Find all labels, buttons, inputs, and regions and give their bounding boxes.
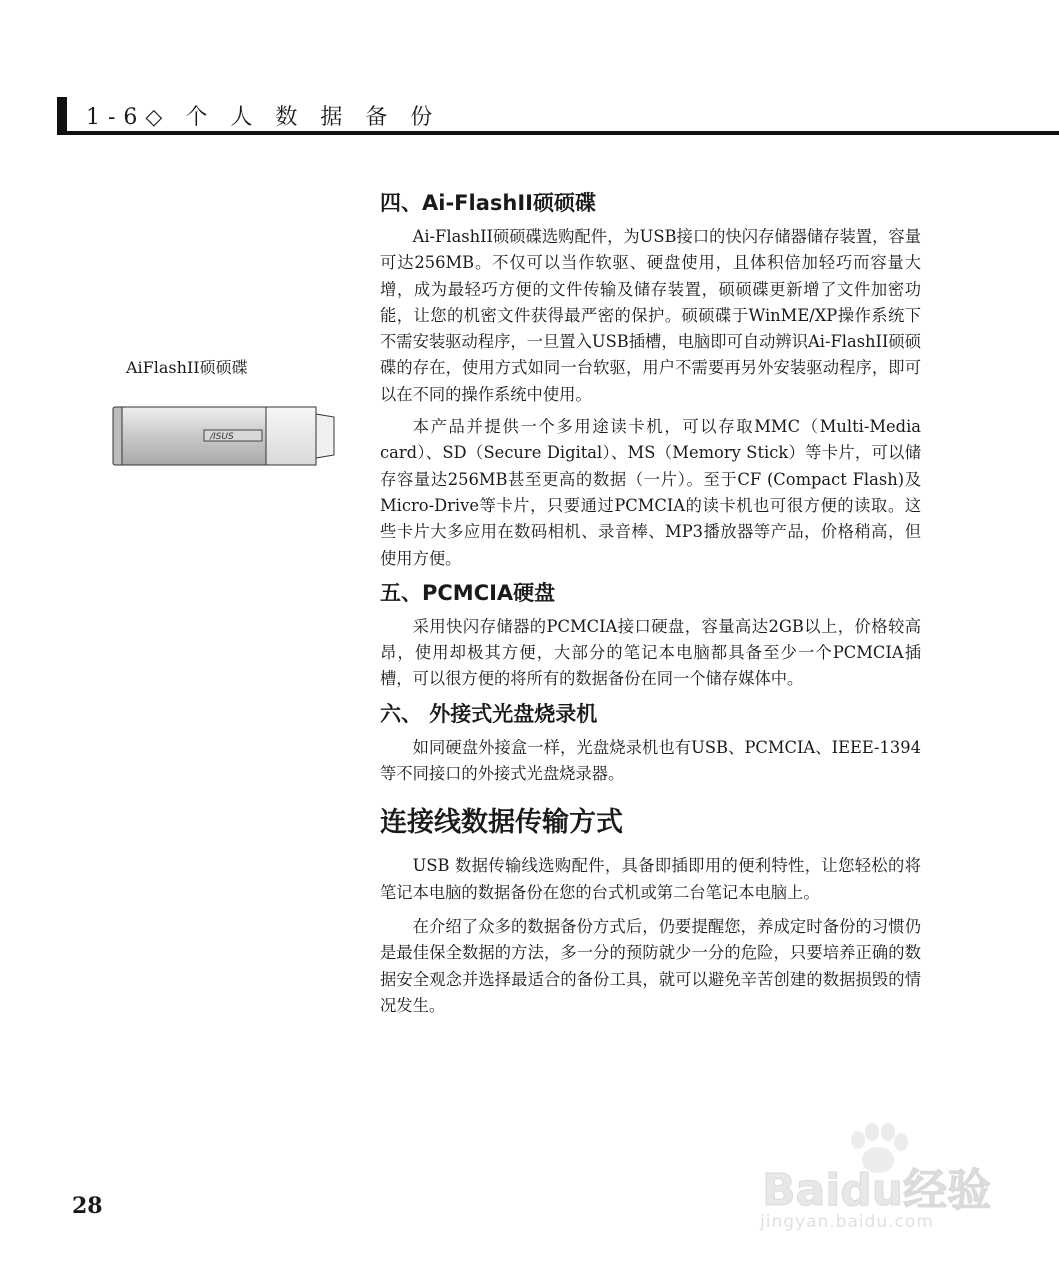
brand-logo: /ISUS [210,432,234,442]
figure-caption: AiFlashII硕硕碟 [126,358,248,377]
main-section-heading: 连接线数据传输方式 [380,807,623,839]
section-4-paragraph-2: 本产品并提供一个多用途读卡机，可以存取MMC（Multi-Media card）、SD（Secure Digital）、MS（Memory Stick）等卡片，可以储存容量达256MB甚至更高的数据（一片）。至于CF (Compact Flash)及Micro-Drive等卡片，只要通过PCMCIA的读卡机也可很方便的读取。这些卡片大多应用在数码相机、录音棒、MP3播放器等产品，价格稍高，但使用方便。 [380,417,921,568]
section-5-paragraph-1: 采用快闪存储器的PCMCIA接口硬盘，容量高达2GB以上，价格较高昂，使用却极其方便，大部分的笔记本电脑都具备至少一个PCMCIA插槽，可以很方便的将所有的数据备份在同一个储存媒体中。 [380,616,921,689]
header-rule [57,131,1059,135]
header-bar [57,97,67,134]
section-heading-4: 四、Ai-FlashII硕硕碟 [380,191,596,215]
main-section-paragraph-1: USB 数据传输线选购配件，具备即插即用的便利特性，让您轻松的将笔记本电脑的数据备份在您的台式机或第二台笔记本电脑上。 [380,856,921,902]
page-header-title: 1-6◇ 个 人 数 据 备 份 [86,105,441,130]
usb-flash-drive-image [112,406,338,466]
page-number: 28 [72,1193,103,1219]
main-content [380,188,921,1019]
watermark-logo-text: Baidu经验 [762,1165,992,1216]
section-heading-5: 五、PCMCIA硬盘 [380,580,556,605]
watermark-url: jingyan.baidu.com [760,1212,934,1232]
section-4-paragraph-1: Ai-FlashII硕硕碟选购配件，为USB接口的快闪存储器储存装置，容量可达256MB。不仅可以当作软驱、硬盘使用，且体积倍加轻巧而容量大增，成为最轻巧方便的文件传输及储存装置，硕硕碟更新增了文件加密功能，让您的机密文件获得最严密的保护。硕硕碟于WinME/XP操作系统下不需安装驱动程序，一旦置入USB插槽，电脑即可自动辨识Ai-FlashII硕硕碟的存在，使用方式如同一台软驱，用户不需要再另外安装驱动程序，即可以在不同的操作系统中使用。 [380,227,921,404]
main-section-paragraph-2: 在介绍了众多的数据备份方式后，仍要提醒您，养成定时备份的习惯仍是最佳保全数据的方法，多一分的预防就少一分的危险，只要培养正确的数据安全观念并选择最适合的备份工具，就可以避免辛苦创建的数据损毁的情况发生。 [380,916,921,1015]
section-heading-6: 六、 外接式光盘烧录机 [380,701,598,726]
section-6-paragraph-1: 如同硬盘外接盒一样，光盘烧录机也有USB、PCMCIA、IEEE-1394等不同接口的外接式光盘烧录器。 [380,737,921,784]
baidu-watermark [750,1120,1000,1250]
